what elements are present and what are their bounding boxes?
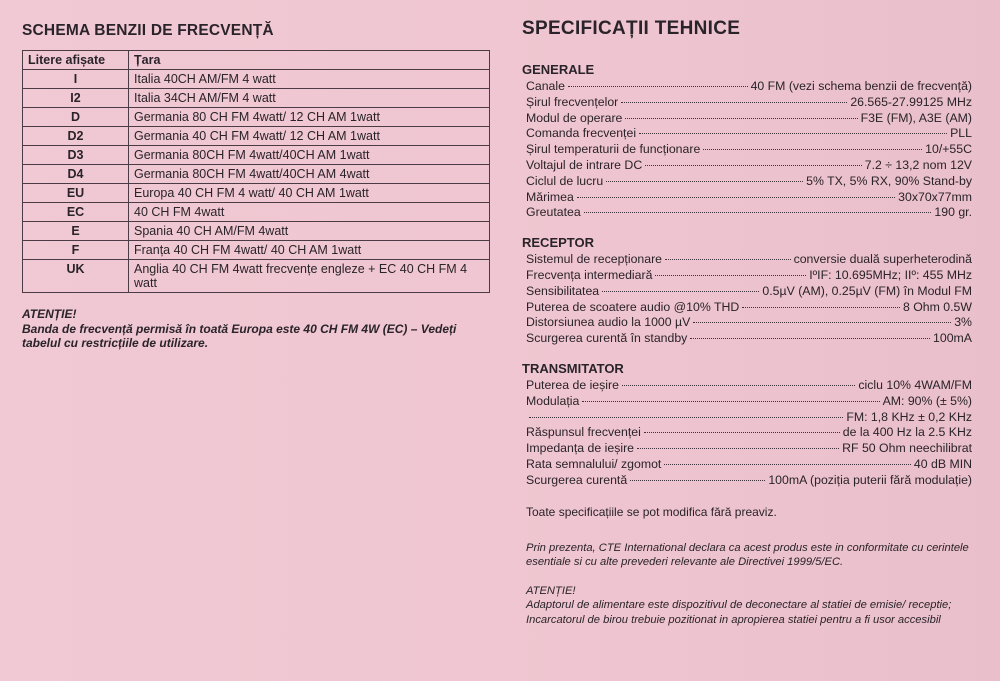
dotted-leader	[644, 432, 840, 433]
band-country-cell: Germania 80CH FM 4watt/40CH AM 1watt	[129, 146, 490, 165]
adapter-warning-text: Adaptorul de alimentare este dispozitivul de deconectare al statiei de emisie/ receptie; Incarcatorul de birou trebuie pozitionat in apropierea statiei pentru a fi usor accesibil	[526, 599, 952, 626]
spec-row	[526, 126, 972, 142]
spec-label: Scurgerea curentă în standby	[526, 331, 688, 346]
frequency-band-section	[22, 18, 492, 351]
spec-value: 10/+55C	[925, 142, 972, 157]
table-row	[23, 203, 490, 222]
dotted-leader	[664, 464, 911, 465]
dotted-leader	[690, 338, 930, 339]
spec-label: Voltajul de intrare DC	[526, 157, 643, 172]
table-row	[23, 146, 490, 165]
band-code-cell: EU	[23, 184, 129, 203]
spec-label: Modul de operare	[526, 110, 623, 125]
dotted-leader	[645, 165, 862, 166]
table-header-row	[23, 51, 490, 70]
spec-label: Răspunsul frecvenței	[526, 425, 641, 440]
spec-row	[526, 378, 972, 394]
band-country-cell: Spania 40 CH AM/FM 4watt	[129, 222, 490, 241]
spec-row	[526, 457, 972, 473]
conformity-declaration: Prin prezenta, CTE International declara ca acest produs este in conformitate cu cerintele esentiale si cu alte prevederi relevante ale Directivei 1999/5/EC.	[526, 541, 969, 569]
band-country-cell: Italia 40CH AM/FM 4 watt	[129, 70, 490, 89]
spec-value: IºIF: 10.695MHz; IIº: 455 MHz	[809, 267, 972, 282]
spec-row	[526, 394, 972, 410]
transmitter-spec-list	[526, 378, 972, 489]
table-row	[23, 108, 490, 127]
spec-row	[526, 190, 972, 206]
dotted-leader	[577, 197, 895, 198]
dotted-leader	[568, 86, 748, 87]
spec-label: Frecvența intermediară	[526, 267, 653, 282]
spec-row	[526, 331, 972, 347]
spec-value: 100mA	[933, 331, 972, 346]
band-code-cell: E	[23, 222, 129, 241]
band-code-cell: EC	[23, 203, 129, 222]
spec-value: AM: 90% (± 5%)	[882, 393, 972, 408]
band-code-cell: I2	[23, 89, 129, 108]
spec-row	[526, 315, 972, 331]
band-code-cell: D2	[23, 127, 129, 146]
spec-row	[526, 111, 972, 127]
dotted-leader	[665, 259, 791, 260]
spec-label: Canale	[526, 79, 565, 93]
frequency-band-table	[22, 50, 490, 293]
spec-value: 40 FM (vezi schema benzii de frecvență)	[750, 79, 972, 93]
spec-value: F3E (FM), A3E (AM)	[860, 110, 972, 125]
dotted-leader	[621, 102, 847, 103]
dotted-leader	[742, 307, 900, 308]
spec-label: Șirul frecvențelor	[526, 94, 619, 109]
spec-label: Ciclul de lucru	[526, 173, 604, 188]
spec-value: 8 Ohm 0.5W	[902, 299, 972, 314]
dotted-leader	[582, 401, 879, 402]
spec-row	[526, 268, 972, 284]
spec-value: RF 50 Ohm neechilibrat	[842, 441, 972, 456]
spec-change-note: Toate specificațiile se pot modifica fără preaviz.	[526, 504, 777, 519]
band-warning-text: Banda de frecvență permisă în toată Europa este 40 CH FM 4W (EC) – Vedeți tabelul cu restricțiile de utilizare.	[22, 321, 457, 350]
spec-value: 26.565-27.99125 MHz	[850, 94, 972, 109]
band-country-cell: 40 CH FM 4watt	[129, 203, 490, 222]
general-spec-list	[526, 79, 972, 221]
spec-row	[526, 410, 972, 426]
band-warning-title: ATENȚIE!	[22, 307, 77, 321]
spec-label: Șirul temperaturii de funcționare	[526, 142, 701, 157]
band-warning	[22, 307, 492, 351]
spec-row	[526, 252, 972, 268]
spec-row	[526, 142, 972, 158]
spec-label: Rata semnalului/ zgomot	[526, 456, 662, 471]
technical-specs-section	[522, 18, 972, 627]
spec-row	[526, 95, 972, 111]
spec-value: PLL	[950, 126, 972, 141]
spec-row	[526, 300, 972, 316]
band-schema-title: SCHEMA BENZII DE FRECVENȚĂ	[22, 22, 274, 39]
spec-value: 30x70x77mm	[898, 189, 972, 204]
table-row	[23, 70, 490, 89]
spec-row	[526, 425, 972, 441]
spec-label: Modulația	[526, 393, 580, 408]
spec-label: Sensibilitatea	[526, 283, 600, 298]
band-country-cell: Franța 40 CH FM 4watt/ 40 CH AM 1watt	[129, 241, 490, 260]
spec-value: conversie duală superheterodină	[793, 252, 972, 267]
spec-value: de la 400 Hz la 2.5 KHz	[842, 425, 972, 440]
spec-label: Greutatea	[526, 205, 581, 220]
band-country-cell: Germania 80CH FM 4watt/40CH AM 4watt	[129, 165, 490, 184]
band-country-cell: Europa 40 CH FM 4 watt/ 40 CH AM 1watt	[129, 184, 490, 203]
header-letters: Litere afișate	[23, 51, 129, 70]
receiver-spec-list	[526, 252, 972, 347]
specs-title: SPECIFICAȚII TEHNICE	[522, 18, 741, 39]
transmitter-section-title: TRANSMITATOR	[522, 360, 624, 376]
header-country: Țara	[129, 51, 490, 70]
spec-row	[526, 205, 972, 221]
spec-value: 40 dB MIN	[913, 456, 972, 471]
dotted-leader	[529, 417, 843, 418]
band-country-cell: Italia 34CH AM/FM 4 watt	[129, 89, 490, 108]
dotted-leader	[606, 181, 803, 182]
band-code-cell: D3	[23, 146, 129, 165]
adapter-warning-title: ATENȚIE!	[526, 584, 576, 597]
spec-label: Scurgerea curentă	[526, 472, 628, 487]
spec-label: Puterea de ieșire	[526, 377, 619, 392]
band-code-cell: UK	[23, 260, 129, 293]
spec-row	[526, 441, 972, 457]
band-country-cell: Germania 40 CH FM 4watt/ 12 CH AM 1watt	[129, 127, 490, 146]
spec-value: 100mA (poziția puterii fără modulație)	[768, 472, 972, 487]
band-code-cell: I	[23, 70, 129, 89]
dotted-leader	[625, 118, 857, 119]
table-row	[23, 241, 490, 260]
spec-value: 0.5µV (AM), 0.25µV (FM) în Modul FM	[762, 283, 972, 298]
spec-row	[526, 473, 972, 489]
power-adapter-warning	[526, 584, 972, 628]
dotted-leader	[630, 480, 765, 481]
spec-row	[526, 174, 972, 190]
table-row	[23, 127, 490, 146]
table-row	[23, 222, 490, 241]
table-row	[23, 184, 490, 203]
band-country-cell: Anglia 40 CH FM 4watt frecvențe engleze + EC 40 CH FM 4 watt	[129, 260, 490, 293]
band-code-cell: F	[23, 241, 129, 260]
dotted-leader	[693, 322, 951, 323]
spec-value: 5% TX, 5% RX, 90% Stand-by	[806, 173, 972, 188]
dotted-leader	[602, 291, 759, 292]
spec-value: FM: 1,8 KHz ± 0,2 KHz	[846, 409, 972, 424]
dotted-leader	[622, 385, 855, 386]
table-row	[23, 260, 490, 293]
table-row	[23, 89, 490, 108]
dotted-leader	[637, 448, 839, 449]
dotted-leader	[639, 133, 947, 134]
spec-label: Puterea de scoatere audio @10% THD	[526, 299, 740, 314]
receiver-section-title: RECEPTOR	[522, 235, 594, 251]
spec-value: ciclu 10% 4WAM/FM	[858, 377, 972, 392]
band-code-cell: D4	[23, 165, 129, 184]
spec-row	[526, 284, 972, 300]
spec-label: Comanda frecvenței	[526, 126, 637, 141]
spec-label: Mărimea	[526, 189, 574, 204]
spec-value: 3%	[954, 315, 972, 330]
dotted-leader	[703, 149, 922, 150]
spec-value: 7.2 ÷ 13,2 nom 12V	[864, 157, 972, 172]
spec-value: 190 gr.	[934, 205, 972, 220]
general-section-title: GENERALE	[522, 62, 595, 77]
band-code-cell: D	[23, 108, 129, 127]
spec-label: Sistemul de recepționare	[526, 252, 663, 267]
band-country-cell: Germania 80 CH FM 4watt/ 12 CH AM 1watt	[129, 108, 490, 127]
spec-label: Distorsiunea audio la 1000 µV	[526, 315, 691, 330]
dotted-leader	[584, 212, 932, 213]
spec-row	[526, 158, 972, 174]
table-row	[23, 165, 490, 184]
dotted-leader	[655, 275, 806, 276]
spec-label: Impedanța de ieșire	[526, 441, 635, 456]
spec-row	[526, 79, 972, 95]
